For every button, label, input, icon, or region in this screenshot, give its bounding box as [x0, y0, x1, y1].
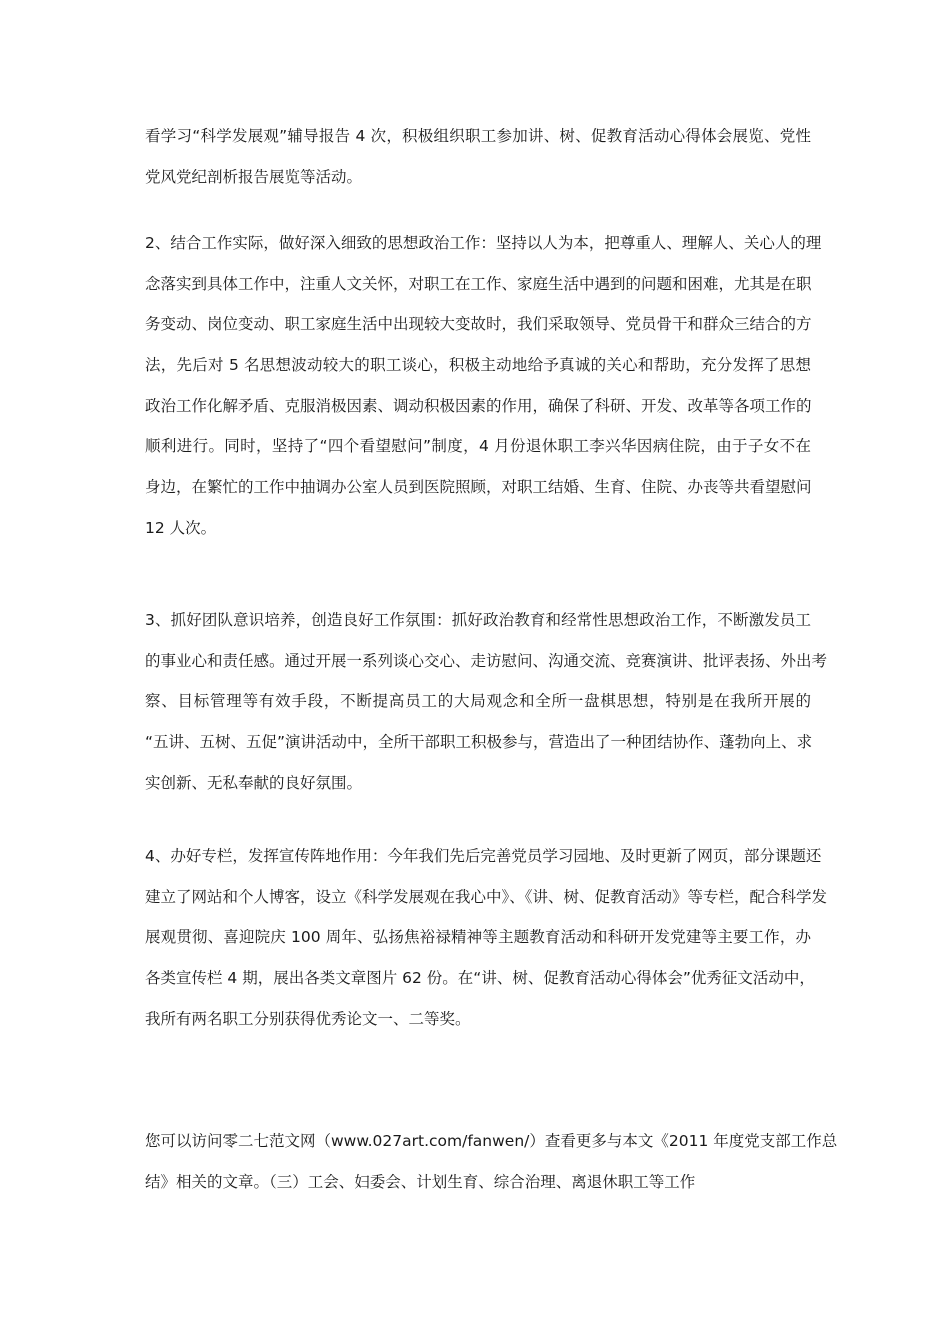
text-line: 务变动、岗位变动、职工家庭生活中出现较大变故时，我们采取领导、党员骨干和群众三结合的方: [145, 315, 812, 334]
text-line: 党风党纪剖析报告展览等活动。: [145, 167, 363, 186]
text-line: 4、办好专栏，发挥宣传阵地作用：今年我们先后完善党员学习园地、及时更新了网页，部分课题还: [145, 847, 822, 865]
text-line: 的事业心和责任感。通过开展一系列谈心交心、走访慰问、沟通交流、竞赛演讲、批评表扬、外出考: [145, 651, 828, 670]
text-line: 展观贯彻、喜迎院庆 100 周年、弘扬焦裕禄精神等主题教育活动和科研开发党建等主要工作，办: [145, 928, 811, 947]
text-line: 您可以访问零二七范文网（www.027art.com/fanwen/）查看更多与本文《2011 年度党支部工作总: [145, 1132, 838, 1150]
paragraph-source-note: [145, 1121, 838, 1202]
text-line: 2、结合工作实际，做好深入细致的思想政治工作：坚持以人为本，把尊重人、理解人、关心人的理: [145, 234, 822, 252]
text-line: 各类宣传栏 4 期，展出各类文章图片 62 份。在“讲、树、促教育活动心得体会”优秀征文活动中，: [145, 969, 815, 988]
text-line: 结》相关的文章。（三）工会、妇委会、计划生育、综合治理、离退休职工等工作: [145, 1172, 696, 1191]
text-line: 实创新、无私奉献的良好氛围。: [145, 773, 363, 792]
text-line: 身边，在繁忙的工作中抽调办公室人员到医院照顾，对职工结婚、生育、住院、办丧等共看望慰问: [145, 478, 812, 497]
text-line: 12 人次。: [145, 518, 217, 537]
text-line: 察、目标管理等有效手段，不断提高员工的大局观念和全所一盘棋思想，特别是在我所开展的: [145, 692, 811, 711]
text-line: 3、抓好团队意识培养，创造良好工作氛围：抓好政治教育和经常性思想政治工作，不断激发员工: [145, 611, 811, 629]
text-line: 顺利进行。同时，坚持了“四个看望慰问”制度，4 月份退休职工李兴华因病住院，由于子女不在: [145, 437, 811, 456]
text-line: “五讲、五树、五促”演讲活动中，全所干部职工积极参与，营造出了一种团结协作、蓬勃向上、求: [145, 733, 813, 752]
paragraph-columns-publicity: [145, 836, 828, 1039]
paragraph-team-awareness: [145, 600, 828, 803]
text-line: 建立了网站和个人博客，设立《科学发展观在我心中》、《讲、树、促教育活动》等专栏，配合科学发: [145, 887, 828, 906]
paragraph-study-activities: [145, 116, 811, 197]
text-line: 看学习“科学发展观”辅导报告 4 次，积极组织职工参加讲、树、促教育活动心得体会展览、党性: [145, 127, 811, 145]
text-line: 念落实到具体工作中，注重人文关怀，对职工在工作、家庭生活中遇到的问题和困难，尤其是在职: [145, 274, 812, 293]
text-line: 我所有两名职工分别获得优秀论文一、二等奖。: [145, 1009, 471, 1028]
paragraph-political-work: [145, 223, 822, 549]
text-line: 政治工作化解矛盾、克服消极因素、调动积极因素的作用，确保了科研、开发、改革等各项工作的: [145, 396, 812, 415]
text-line: 法，先后对 5 名思想波动较大的职工谈心，积极主动地给予真诚的关心和帮助，充分发挥了思想: [145, 356, 811, 375]
